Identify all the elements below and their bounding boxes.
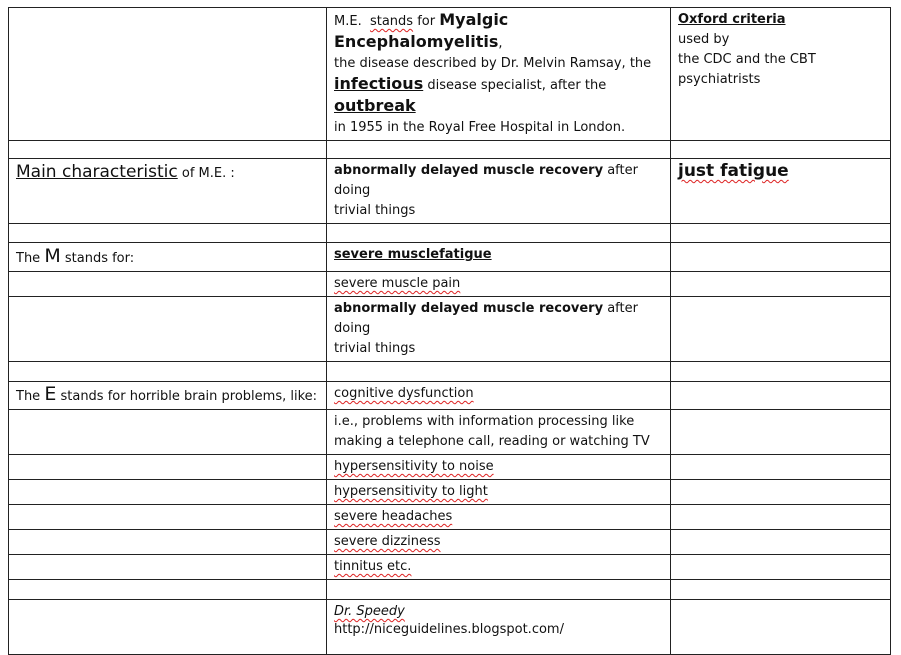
infectious-word: infectious (334, 74, 424, 93)
m-row-2 (9, 272, 891, 297)
intro-sentence-2: disease specialist, after the (427, 78, 607, 93)
e-item-cell (327, 455, 671, 480)
spacer-row (9, 362, 891, 382)
m-letter: M (44, 244, 61, 267)
m-item-cell (327, 243, 671, 272)
e-item-cell (327, 410, 671, 455)
full-disease-name: Myalgic Encephalomyelitis (334, 10, 509, 51)
e-row-1 (9, 382, 891, 410)
intro-row (9, 8, 891, 141)
outbreak-word: outbreak (334, 96, 416, 115)
m-row-3 (9, 297, 891, 362)
oxford-line-2: the CDC and the CBT (678, 52, 816, 67)
me-comparison-table (8, 7, 891, 655)
m-item-recovery-rest-2: trivial things (334, 341, 416, 356)
m-label-cell (9, 243, 327, 272)
spacer-row (9, 580, 891, 600)
e-item-light: hypersensitivity to light (334, 484, 488, 499)
for-word: for (417, 14, 436, 29)
e-row-5 (9, 505, 891, 530)
e-item-tinnitus: tinnitus etc. (334, 559, 412, 574)
me-abbreviation: M.E. (334, 14, 362, 29)
stands-word: stands (369, 14, 414, 29)
oxford-line-3: psychiatrists (678, 72, 761, 87)
just-fatigue: just fatigue (678, 161, 789, 181)
e-item-info-1: i.e., problems with information processing like (334, 414, 635, 429)
e-item-cell (327, 555, 671, 580)
m-item-recovery-bold: abnormally delayed muscle recovery (334, 301, 604, 316)
intro-sentence-1: the disease described by Dr. Melvin Ramsay, the (334, 56, 652, 71)
e-item-cell (327, 480, 671, 505)
m-label-prefix: The (16, 250, 41, 266)
main-value-bold: abnormally delayed muscle recovery (334, 163, 604, 178)
e-item-cell (327, 530, 671, 555)
main-value-cell (327, 159, 671, 224)
e-row-7 (9, 555, 891, 580)
e-item-cell (327, 382, 671, 410)
m-item-recovery-rest-1: after doing (334, 301, 638, 336)
oxford-cell (671, 8, 891, 141)
e-row-3 (9, 455, 891, 480)
signature-author: Dr. Speedy (334, 604, 405, 619)
e-label-cell (9, 382, 327, 410)
main-characteristic-heading: Main characteristic (16, 162, 178, 182)
intro-cell: M.E. stands for Myalgic Encephalomyelitis, the disease described by Dr. Melvin Ramsay, the infectious disease specialist, after the outbreak in 1955 in the Royal Free Hospital in London. (327, 8, 671, 141)
main-characteristic-row (9, 159, 891, 224)
signature-cell (327, 600, 671, 655)
main-value-rest-1: after doing (334, 163, 638, 198)
e-label-prefix: The (16, 389, 41, 404)
m-item-cell (327, 297, 671, 362)
e-row-6 (9, 530, 891, 555)
main-value-rest-2: trivial things (334, 203, 416, 218)
e-item-cognitive: cognitive dysfunction (334, 386, 474, 401)
oxford-main-cell (671, 159, 891, 224)
m-item-muscle-pain: severe muscle pain (334, 276, 461, 291)
spacer-row (9, 224, 891, 243)
m-row-1 (9, 243, 891, 272)
oxford-line-1: used by (678, 32, 730, 47)
e-item-noise: hypersensitivity to noise (334, 459, 494, 474)
m-label-suffix: stands for: (64, 250, 135, 266)
e-item-cell (327, 505, 671, 530)
e-letter: E (44, 383, 57, 405)
e-item-headaches: severe headaches (334, 509, 453, 524)
intro-sentence-3: in 1955 in the Royal Free Hospital in London. (334, 120, 626, 135)
signature-row (9, 600, 891, 655)
intro-label-cell (9, 8, 327, 141)
main-label-cell (9, 159, 327, 224)
e-label-suffix: stands for horrible brain problems, like: (60, 389, 318, 404)
e-item-info-2: making a telephone call, reading or watching TV (334, 434, 650, 449)
main-label-suffix: of M.E. : (181, 166, 235, 181)
m-item-muscle-fatigue: severe musclefatigue (334, 247, 492, 262)
spacer-row (9, 141, 891, 159)
m-item-cell (327, 272, 671, 297)
signature-url[interactable]: http://niceguidelines.blogspot.com/ (334, 622, 564, 637)
e-row-2 (9, 410, 891, 455)
e-row-4 (9, 480, 891, 505)
e-item-dizziness: severe dizziness (334, 534, 441, 549)
oxford-title: Oxford criteria (678, 12, 786, 27)
